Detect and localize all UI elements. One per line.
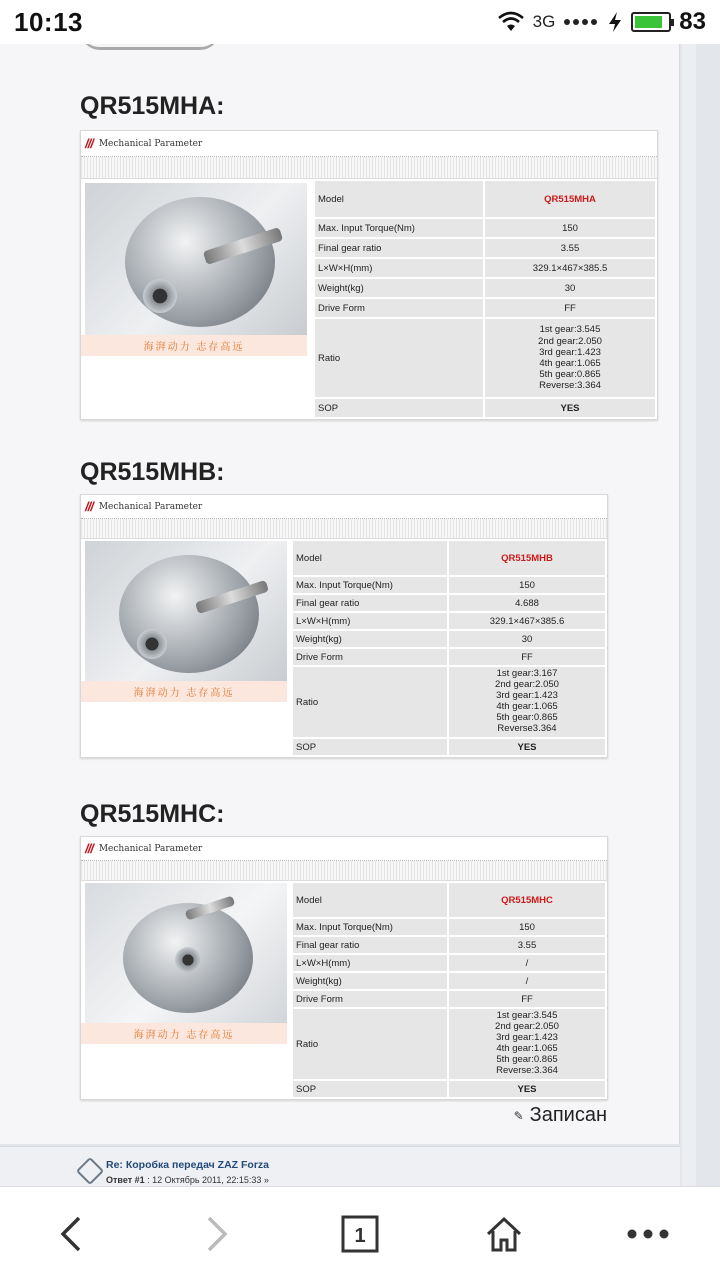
param-label: Ratio bbox=[293, 1009, 447, 1079]
table-row bbox=[315, 259, 655, 277]
spec-title-mhb: QR515MHB: bbox=[80, 458, 225, 486]
table-row bbox=[315, 219, 655, 237]
table-row bbox=[315, 279, 655, 297]
param-label: Drive Form bbox=[293, 991, 447, 1007]
table-row bbox=[293, 667, 605, 737]
status-icons bbox=[497, 8, 706, 36]
brand-slashes-icon: /// bbox=[85, 841, 93, 856]
status-bar bbox=[0, 0, 720, 44]
gearbox-photo bbox=[85, 541, 287, 681]
page-content[interactable] bbox=[0, 44, 720, 1186]
ratio-item: Reverse3.364 bbox=[497, 722, 557, 734]
table-row bbox=[293, 631, 605, 647]
saved-indicator bbox=[514, 1104, 607, 1127]
spec-stripe bbox=[81, 157, 657, 179]
param-label: Model bbox=[315, 181, 483, 217]
param-value: 4.688 bbox=[449, 595, 605, 611]
ratio-item: 2nd gear:2.050 bbox=[538, 335, 602, 347]
browser-bottom-nav bbox=[0, 1186, 720, 1280]
status-time: 10:13 bbox=[14, 6, 83, 37]
ratio-item: 2nd gear:2.050 bbox=[495, 1021, 559, 1033]
param-label: Weight(kg) bbox=[293, 631, 447, 647]
param-value: FF bbox=[449, 991, 605, 1007]
param-value: 30 bbox=[485, 279, 655, 297]
spec-header bbox=[81, 837, 607, 861]
param-table bbox=[291, 539, 607, 757]
forum-post bbox=[0, 44, 680, 1144]
spec-header-label: Mechanical Parameter bbox=[98, 138, 203, 149]
param-value: QR515MHB bbox=[449, 541, 605, 575]
spec-header-label: Mechanical Parameter bbox=[98, 501, 203, 512]
ratio-item: 2nd gear:2.050 bbox=[495, 679, 559, 691]
table-row bbox=[315, 181, 655, 217]
spec-header bbox=[81, 495, 607, 519]
param-label: Drive Form bbox=[315, 299, 483, 317]
reply-meta bbox=[106, 1175, 269, 1185]
param-label: Model bbox=[293, 541, 447, 575]
param-value: 3.55 bbox=[449, 937, 605, 953]
spec-table-mhb bbox=[80, 494, 608, 758]
param-value: QR515MHA bbox=[485, 181, 655, 217]
param-value: FF bbox=[485, 299, 655, 317]
reply-post-header[interactable] bbox=[0, 1146, 680, 1186]
back-button[interactable] bbox=[37, 1199, 107, 1269]
table-row bbox=[293, 1009, 605, 1079]
wifi-icon bbox=[497, 11, 525, 33]
table-row bbox=[315, 239, 655, 257]
saved-icon: ✎ bbox=[513, 1108, 524, 1123]
param-value: 150 bbox=[449, 577, 605, 593]
ratio-item: 4th gear:1.065 bbox=[496, 1043, 558, 1054]
ratio-item: 1st gear:3.167 bbox=[496, 668, 558, 680]
param-value: 150 bbox=[485, 219, 655, 237]
home-button[interactable] bbox=[469, 1199, 539, 1269]
photo-column bbox=[81, 881, 291, 1099]
spec-table-mhc bbox=[80, 836, 608, 1100]
reply-post-label[interactable]: Ответ #1 bbox=[106, 1175, 145, 1185]
scrollbar[interactable] bbox=[682, 44, 696, 1186]
battery-level bbox=[635, 16, 662, 28]
param-label: Final gear ratio bbox=[293, 937, 447, 953]
network-type: 3G bbox=[532, 12, 556, 31]
param-value: / bbox=[449, 973, 605, 989]
ratio-list bbox=[449, 667, 605, 737]
ratio-item: 4th gear:1.065 bbox=[539, 358, 601, 369]
ratio-item: Reverse:3.364 bbox=[539, 380, 601, 392]
photo-column bbox=[81, 539, 291, 757]
table-row bbox=[293, 613, 605, 629]
param-value: 329.1×467×385.5 bbox=[485, 259, 655, 277]
brand-slashes-icon: /// bbox=[85, 136, 93, 151]
spec-title-mhc: QR515MHC: bbox=[80, 800, 225, 828]
table-row bbox=[293, 541, 605, 575]
param-value: 30 bbox=[449, 631, 605, 647]
post-icon bbox=[76, 1157, 104, 1185]
back-icon bbox=[57, 1215, 87, 1253]
table-row bbox=[293, 919, 605, 935]
tabs-button[interactable] bbox=[325, 1199, 395, 1269]
param-value: YES bbox=[449, 1081, 605, 1097]
slogan: 海湃动力 志存高远 bbox=[81, 1023, 287, 1044]
slogan: 海湃动力 志存高远 bbox=[81, 335, 307, 356]
spec-stripe bbox=[81, 519, 607, 539]
param-label: Weight(kg) bbox=[293, 973, 447, 989]
signal-dots-icon bbox=[563, 17, 599, 27]
spec-table-mha bbox=[80, 130, 658, 420]
param-label: L×W×H(mm) bbox=[315, 259, 483, 277]
table-row bbox=[293, 955, 605, 971]
param-value: 150 bbox=[449, 919, 605, 935]
table-row bbox=[315, 319, 655, 397]
gearbox-photo bbox=[85, 883, 287, 1023]
table-row bbox=[293, 883, 605, 917]
spec-body bbox=[81, 539, 607, 757]
param-value: QR515MHC bbox=[449, 883, 605, 917]
spec-stripe bbox=[81, 861, 607, 881]
ratio-item: 1st gear:3.545 bbox=[496, 1010, 558, 1022]
param-label: L×W×H(mm) bbox=[293, 955, 447, 971]
previous-content-fragment bbox=[80, 44, 220, 50]
brand-slashes-icon: /// bbox=[85, 499, 93, 514]
ratio-item: 5th gear:0.865 bbox=[496, 1053, 558, 1065]
ratio-list bbox=[485, 319, 655, 397]
gearbox-photo bbox=[85, 183, 307, 335]
param-label: Max. Input Torque(Nm) bbox=[315, 219, 483, 237]
param-value: YES bbox=[449, 739, 605, 755]
ratio-item: Reverse:3.364 bbox=[496, 1064, 558, 1076]
ratio-item: 5th gear:0.865 bbox=[496, 711, 558, 723]
slogan: 海湃动力 志存高远 bbox=[81, 681, 287, 702]
photo-column bbox=[81, 179, 313, 419]
spec-title-mha: QR515MHA: bbox=[80, 92, 225, 120]
param-table bbox=[291, 881, 607, 1099]
charging-icon bbox=[607, 11, 623, 33]
param-label: L×W×H(mm) bbox=[293, 613, 447, 629]
tabs-icon bbox=[340, 1214, 380, 1254]
table-row bbox=[293, 991, 605, 1007]
battery-percent: 83 bbox=[679, 8, 706, 35]
spec-body bbox=[81, 881, 607, 1099]
table-row bbox=[293, 1081, 605, 1097]
ratio-item: 4th gear:1.065 bbox=[496, 701, 558, 712]
param-value: 3.55 bbox=[485, 239, 655, 257]
table-row bbox=[293, 649, 605, 665]
table-row bbox=[293, 937, 605, 953]
table-row bbox=[293, 595, 605, 611]
ratio-item: 1st gear:3.545 bbox=[539, 324, 601, 336]
param-label: SOP bbox=[293, 1081, 447, 1097]
param-label: Max. Input Torque(Nm) bbox=[293, 577, 447, 593]
reply-date: : 12 Октябрь 2011, 22:15:33 » bbox=[144, 1175, 269, 1185]
spec-header-label: Mechanical Parameter bbox=[98, 843, 203, 854]
ratio-item: 3rd gear:1.423 bbox=[539, 346, 601, 358]
home-icon bbox=[484, 1214, 524, 1254]
param-value: / bbox=[449, 955, 605, 971]
ratio-item: 3rd gear:1.423 bbox=[496, 690, 558, 702]
table-row bbox=[293, 973, 605, 989]
forward-icon bbox=[201, 1215, 231, 1253]
param-table bbox=[313, 179, 657, 419]
param-label: Final gear ratio bbox=[293, 595, 447, 611]
param-value: YES bbox=[485, 399, 655, 417]
ratio-item: 3rd gear:1.423 bbox=[496, 1032, 558, 1044]
param-label: Weight(kg) bbox=[315, 279, 483, 297]
param-label: SOP bbox=[315, 399, 483, 417]
param-value: 329.1×467×385.6 bbox=[449, 613, 605, 629]
ratio-item: 5th gear:0.865 bbox=[539, 369, 601, 381]
menu-button[interactable] bbox=[613, 1199, 683, 1269]
forward-button[interactable] bbox=[181, 1199, 251, 1269]
table-row bbox=[293, 577, 605, 593]
spec-header bbox=[81, 131, 657, 157]
param-label: Max. Input Torque(Nm) bbox=[293, 919, 447, 935]
reply-title-link[interactable]: Re: Коробка передач ZAZ Forza bbox=[106, 1159, 270, 1171]
table-row bbox=[315, 299, 655, 317]
table-row bbox=[315, 399, 655, 417]
param-label: Model bbox=[293, 883, 447, 917]
param-label: Ratio bbox=[315, 319, 483, 397]
saved-label: Записан bbox=[529, 1104, 607, 1126]
menu-icon bbox=[626, 1228, 670, 1240]
param-label: Ratio bbox=[293, 667, 447, 737]
tab-count: 1 bbox=[354, 1224, 366, 1247]
param-label: SOP bbox=[293, 739, 447, 755]
battery-icon bbox=[631, 12, 671, 32]
param-label: Drive Form bbox=[293, 649, 447, 665]
ratio-list bbox=[449, 1009, 605, 1079]
param-label: Final gear ratio bbox=[315, 239, 483, 257]
table-row bbox=[293, 739, 605, 755]
spec-body bbox=[81, 179, 657, 419]
param-value: FF bbox=[449, 649, 605, 665]
